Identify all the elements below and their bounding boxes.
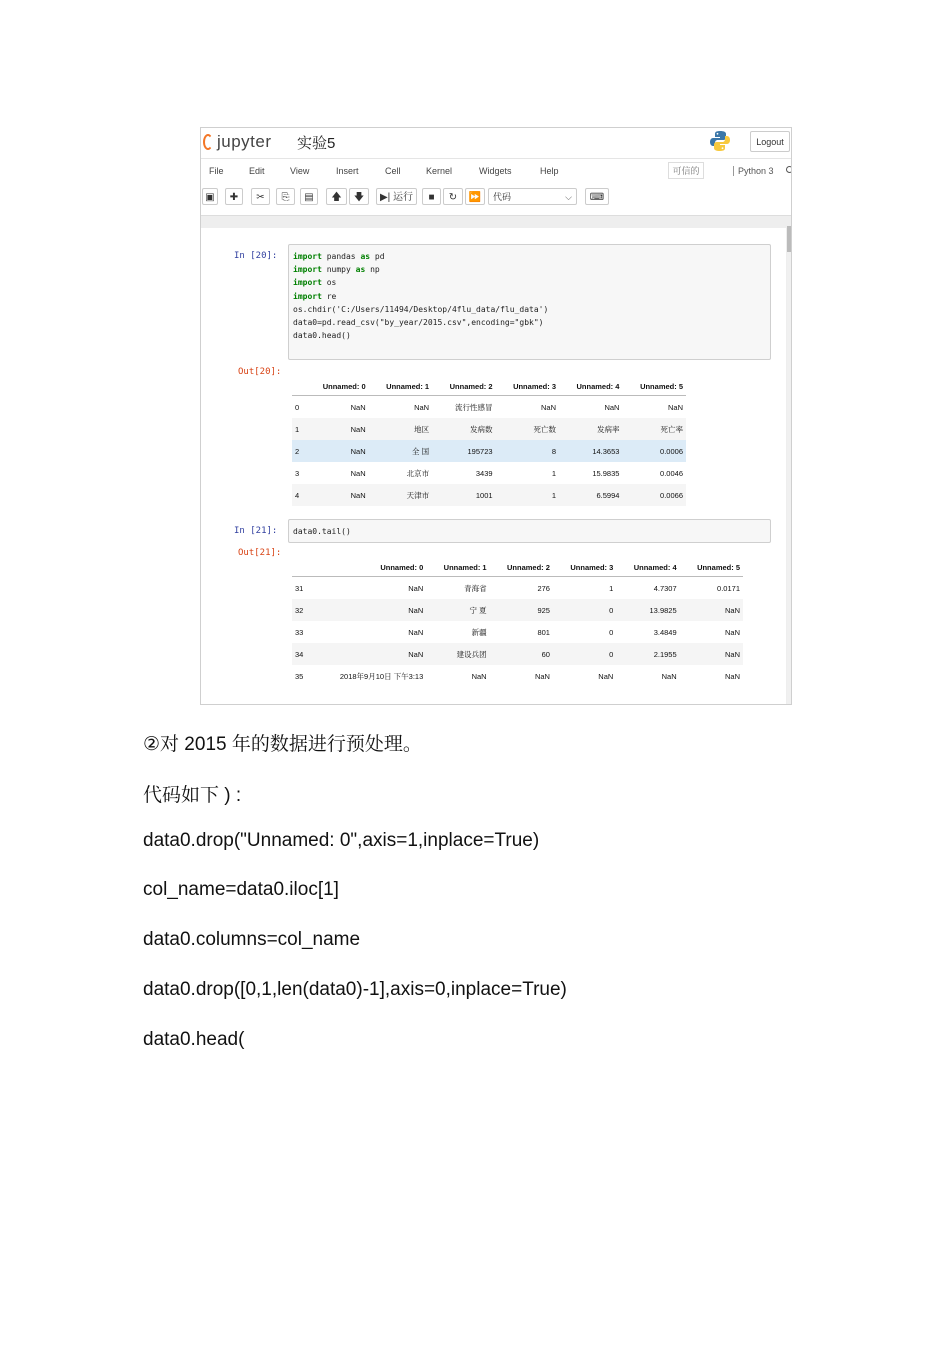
table-row bbox=[292, 396, 686, 419]
notebook-screenshot bbox=[200, 127, 792, 705]
table-cell: 2.1955 bbox=[616, 643, 679, 665]
restart-run-all-button[interactable] bbox=[465, 188, 485, 205]
table-row bbox=[292, 577, 743, 600]
table-cell: 3.4849 bbox=[653, 627, 677, 637]
table-cell: 地区 bbox=[369, 418, 432, 440]
in-prompt-21: In [21]: bbox=[234, 526, 278, 536]
menu-cell[interactable]: Cell bbox=[385, 166, 401, 176]
table-cell: 31 bbox=[295, 583, 304, 593]
restart-icon: ↻ bbox=[448, 192, 458, 203]
column-header: Unnamed: 0 bbox=[311, 558, 427, 577]
notebook-page bbox=[201, 228, 786, 705]
command-palette-button[interactable] bbox=[585, 188, 609, 205]
dataframe-head bbox=[292, 377, 686, 506]
table-row bbox=[292, 440, 686, 462]
fast-forward-icon: ⏩ bbox=[468, 192, 482, 203]
table-cell: 新疆 bbox=[471, 627, 487, 637]
table-row bbox=[292, 665, 743, 687]
kernel-name: Python 3 bbox=[733, 166, 774, 176]
column-header: Unnamed: 4 bbox=[559, 377, 622, 396]
insert-cell-button[interactable] bbox=[225, 188, 243, 205]
table-cell: 2 bbox=[292, 440, 305, 462]
run-label: 运行 bbox=[393, 192, 414, 203]
table-cell: 1 bbox=[551, 468, 556, 478]
column-header bbox=[292, 377, 305, 396]
column-header: Unnamed: 1 bbox=[369, 377, 432, 396]
table-cell: 801 bbox=[537, 627, 550, 637]
table-cell: NaN bbox=[540, 402, 556, 412]
save-icon: ▣ bbox=[205, 192, 215, 203]
code-line: data0.tail() bbox=[293, 527, 351, 536]
table-cell: 195723 bbox=[432, 440, 495, 462]
table-cell: 35 bbox=[295, 671, 304, 681]
trusted-indicator[interactable]: 可信的 bbox=[668, 162, 704, 179]
arrow-up-icon: 🡅 bbox=[331, 192, 342, 203]
table-cell: 天津市 bbox=[369, 484, 432, 506]
table-cell: 0.0006 bbox=[622, 440, 686, 462]
table-cell: 8 bbox=[496, 440, 559, 462]
code-line: data0.drop("Unnamed: 0",axis=1,inplace=True) bbox=[143, 830, 540, 851]
table-cell: 青海省 bbox=[464, 583, 487, 593]
table-cell: 13.9825 bbox=[616, 599, 679, 621]
table-cell: 6.5994 bbox=[559, 484, 622, 506]
table-cell: 1001 bbox=[432, 484, 495, 506]
table-row bbox=[292, 643, 743, 665]
table-cell: NaN bbox=[305, 484, 368, 506]
column-header: Unnamed: 2 bbox=[432, 377, 495, 396]
jupyter-logo-text: jupyter bbox=[217, 132, 272, 151]
table-cell: NaN bbox=[724, 671, 740, 681]
table-cell: 发病率 bbox=[559, 418, 622, 440]
table-cell: 死亡数 bbox=[496, 418, 559, 440]
table-cell: 925 bbox=[490, 599, 553, 621]
paste-button[interactable] bbox=[300, 188, 318, 205]
menu-edit[interactable]: Edit bbox=[249, 166, 265, 176]
table-cell: NaN bbox=[350, 402, 366, 412]
table-cell: 0 bbox=[553, 643, 616, 665]
table-cell: 4.7307 bbox=[653, 583, 677, 593]
jupyter-logo[interactable] bbox=[203, 132, 272, 152]
table-cell: 33 bbox=[295, 627, 304, 637]
table-cell: 流行性感冒 bbox=[455, 402, 493, 412]
copy-button[interactable] bbox=[276, 188, 295, 205]
move-up-button[interactable] bbox=[326, 188, 347, 205]
menu-help[interactable]: Help bbox=[540, 166, 559, 176]
table-cell: 3 bbox=[295, 468, 300, 478]
table-cell: NaN bbox=[680, 643, 743, 665]
menu-view[interactable]: View bbox=[290, 166, 310, 176]
menu-file[interactable]: File bbox=[209, 166, 224, 176]
table-cell: 4 bbox=[292, 484, 305, 506]
table-row bbox=[292, 418, 686, 440]
code-line: import os bbox=[293, 278, 337, 288]
kernel-status-icon bbox=[786, 166, 792, 173]
table-cell: NaN bbox=[408, 583, 424, 593]
in-prompt-20: In [20]: bbox=[234, 251, 278, 261]
table-cell: 死亡率 bbox=[622, 418, 686, 440]
out-prompt-21: Out[21]: bbox=[238, 548, 282, 558]
scrollbar-thumb[interactable] bbox=[787, 226, 792, 252]
table-cell: 建设兵团 bbox=[426, 643, 489, 665]
code-line: os.chdir('C:/Users/11494/Desktop/4flu_data/flu_data') bbox=[293, 304, 549, 314]
table-cell: 14.3653 bbox=[559, 440, 622, 462]
table-cell: 0.0046 bbox=[660, 468, 683, 478]
scissors-icon: ✂ bbox=[256, 192, 265, 203]
column-header: Unnamed: 5 bbox=[622, 377, 686, 396]
column-header: Unnamed: 4 bbox=[616, 558, 679, 577]
section-heading: ②对 2015 年的数据进行预处理。 bbox=[143, 734, 422, 755]
table-cell: NaN bbox=[471, 671, 487, 681]
notebook-title[interactable]: 实验5 bbox=[297, 135, 336, 152]
table-cell: NaN bbox=[667, 402, 683, 412]
menu-insert[interactable]: Insert bbox=[336, 166, 359, 176]
table-cell: 276 bbox=[537, 583, 550, 593]
table-cell: 0 bbox=[295, 402, 300, 412]
table-cell: 宁 夏 bbox=[426, 599, 489, 621]
code-line: import numpy as np bbox=[293, 265, 380, 275]
table-cell: NaN bbox=[305, 418, 368, 440]
table-row bbox=[292, 621, 743, 643]
step-icon: ▶| bbox=[379, 192, 391, 203]
table-cell: NaN bbox=[311, 643, 427, 665]
table-cell: 0.0171 bbox=[717, 583, 740, 593]
paste-icon: ▤ bbox=[304, 192, 314, 203]
table-cell: NaN bbox=[598, 671, 614, 681]
python-logo-icon bbox=[709, 130, 731, 152]
table-cell: NaN bbox=[408, 627, 424, 637]
plus-icon: ✚ bbox=[229, 192, 239, 203]
code-intro: 代码如下 ) : bbox=[143, 785, 242, 806]
table-header-row bbox=[292, 558, 743, 577]
column-header: Unnamed: 5 bbox=[680, 558, 743, 577]
code-line: data0.head() bbox=[293, 331, 351, 341]
table-header-row bbox=[292, 377, 686, 396]
interrupt-button[interactable] bbox=[422, 188, 441, 205]
menu-bar bbox=[201, 158, 791, 183]
table-cell: 0 bbox=[553, 599, 616, 621]
column-header: Unnamed: 3 bbox=[553, 558, 616, 577]
jupyter-ring-icon bbox=[203, 134, 213, 150]
table-cell: NaN bbox=[305, 440, 368, 462]
table-cell: 1 bbox=[609, 583, 614, 593]
menu-widgets[interactable]: Widgets bbox=[479, 166, 512, 176]
table-cell: 15.9835 bbox=[592, 468, 620, 478]
table-cell: 北京市 bbox=[406, 468, 430, 478]
arrow-down-icon: 🡇 bbox=[353, 192, 365, 203]
keyboard-icon: ⌨ bbox=[589, 192, 605, 203]
run-button[interactable] bbox=[376, 188, 417, 205]
save-button[interactable] bbox=[202, 188, 218, 205]
notebook-header bbox=[201, 128, 791, 158]
table-cell: 1 bbox=[292, 418, 305, 440]
code-line: import re bbox=[293, 291, 337, 301]
table-cell: NaN bbox=[604, 402, 620, 412]
table-cell: 2018年9月10日 下午3:13 bbox=[339, 671, 424, 681]
column-header: Unnamed: 2 bbox=[490, 558, 553, 577]
dataframe-tail bbox=[292, 558, 743, 687]
scrollbar-track[interactable] bbox=[787, 226, 792, 705]
code-line: data0.columns=col_name bbox=[143, 929, 361, 950]
code-line: col_name=data0.iloc[1] bbox=[143, 879, 339, 900]
chevron-down-icon: ⌵ bbox=[565, 192, 572, 202]
cut-button[interactable] bbox=[251, 188, 270, 205]
column-header: Unnamed: 3 bbox=[496, 377, 559, 396]
code-line: data0=pd.read_csv("by_year/2015.csv",encoding="gbk") bbox=[293, 318, 544, 328]
table-row bbox=[292, 484, 686, 506]
cell-type-value: 代码 bbox=[493, 192, 512, 202]
move-down-button[interactable] bbox=[349, 188, 369, 205]
table-cell: 0 bbox=[609, 627, 614, 637]
table-cell: NaN bbox=[724, 627, 740, 637]
code-line: import pandas as pd bbox=[293, 252, 385, 261]
table-cell: 60 bbox=[490, 643, 553, 665]
table-cell: NaN bbox=[534, 671, 550, 681]
copy-icon: ⎘ bbox=[281, 192, 290, 203]
cell-type-select[interactable] bbox=[488, 188, 577, 205]
table-cell: 32 bbox=[292, 599, 311, 621]
menu-kernel[interactable]: Kernel bbox=[426, 166, 453, 176]
restart-button[interactable] bbox=[443, 188, 463, 205]
stop-icon: ■ bbox=[428, 192, 435, 203]
table-cell: NaN bbox=[661, 671, 677, 681]
toolbar bbox=[201, 182, 791, 216]
logout-button[interactable]: Logout bbox=[750, 131, 790, 152]
code-line: data0.head( bbox=[143, 1029, 245, 1050]
code-text-20 bbox=[289, 245, 770, 347]
table-cell: NaN bbox=[414, 402, 430, 412]
column-header: Unnamed: 1 bbox=[426, 558, 489, 577]
table-cell: 发病数 bbox=[432, 418, 495, 440]
column-header: Unnamed: 0 bbox=[305, 377, 368, 396]
table-cell: 0.0066 bbox=[622, 484, 686, 506]
table-cell: NaN bbox=[350, 468, 366, 478]
code-cell-21[interactable] bbox=[288, 519, 771, 543]
table-row bbox=[292, 599, 743, 621]
table-row bbox=[292, 462, 686, 484]
column-header bbox=[292, 558, 311, 577]
table-cell: 3439 bbox=[475, 468, 493, 478]
code-cell-20[interactable] bbox=[288, 244, 771, 360]
table-cell: 1 bbox=[496, 484, 559, 506]
out-prompt-20: Out[20]: bbox=[238, 367, 282, 377]
code-text-21 bbox=[289, 520, 770, 543]
table-cell: 34 bbox=[292, 643, 311, 665]
table-cell: NaN bbox=[311, 599, 427, 621]
code-line: data0.drop([0,1,len(data0)-1],axis=0,inplace=True) bbox=[143, 979, 567, 1000]
table-cell: NaN bbox=[680, 599, 743, 621]
table-cell: 全 国 bbox=[369, 440, 432, 462]
